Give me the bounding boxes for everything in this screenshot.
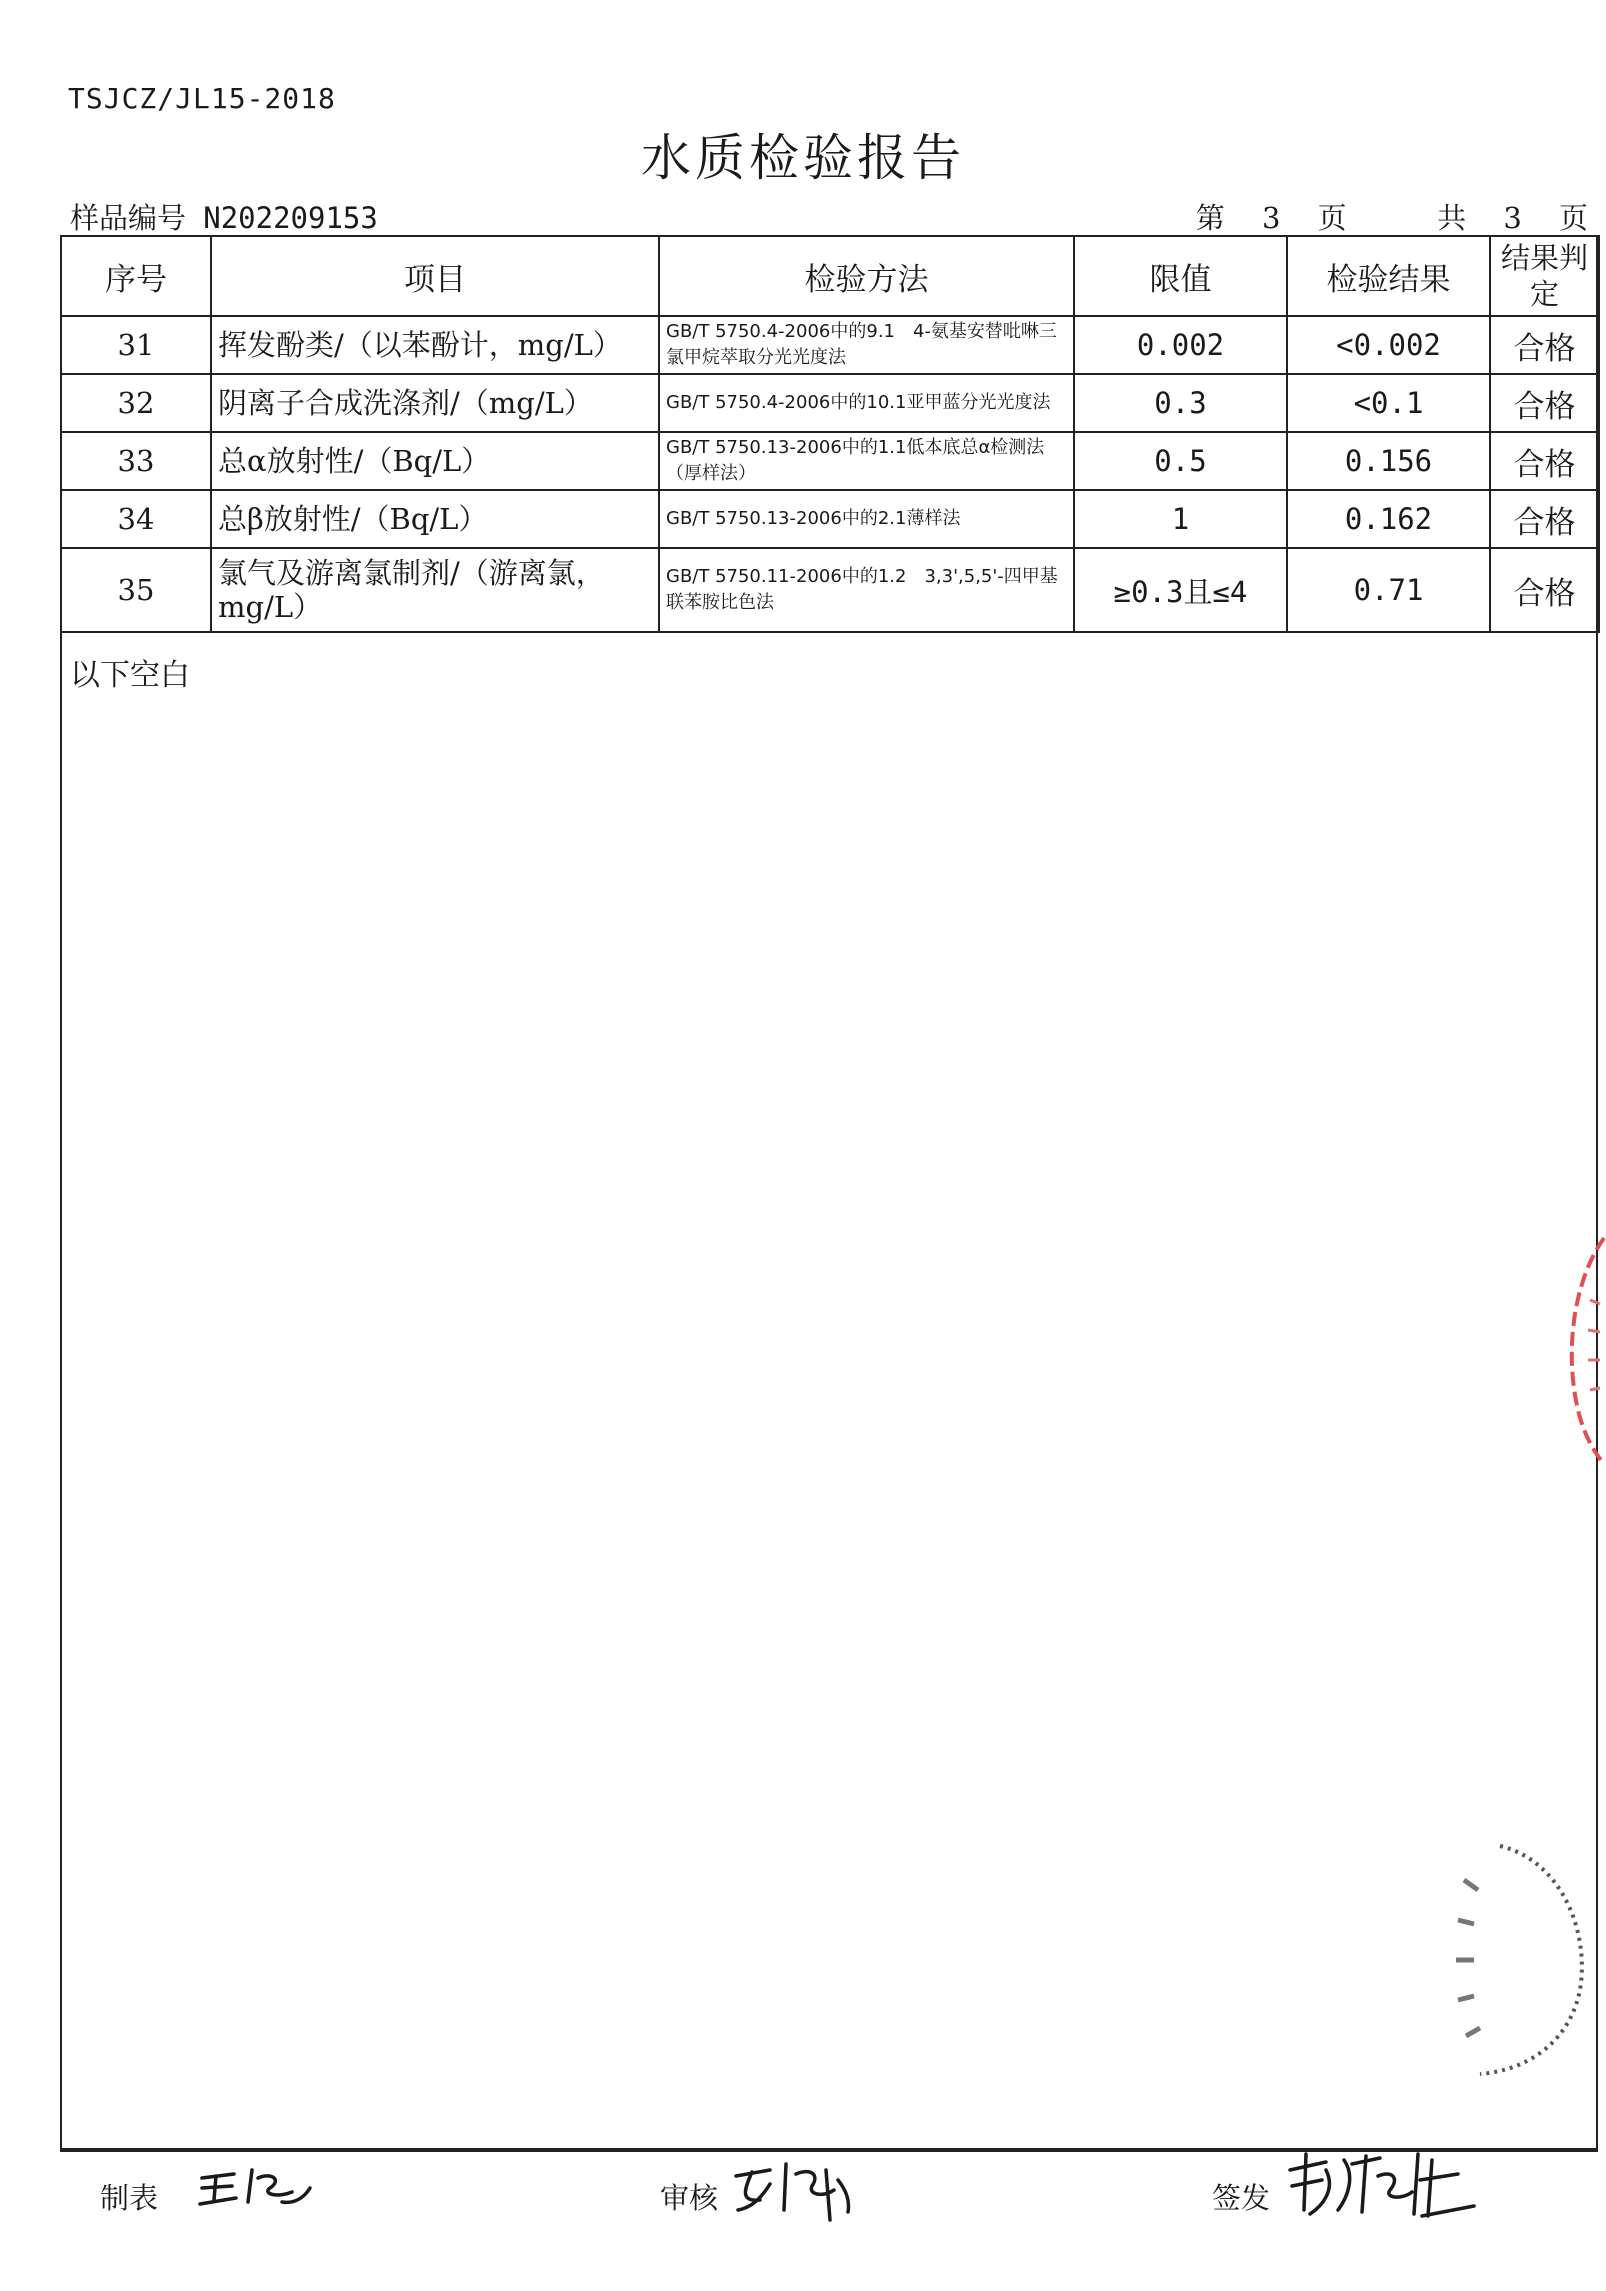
row-verdict: 合格 [1490, 374, 1599, 432]
row-verdict: 合格 [1490, 548, 1599, 632]
row-item: 阴离子合成洗涤剂/（mg/L） [211, 374, 659, 432]
row-no: 32 [61, 374, 211, 432]
col-header-method: 检验方法 [659, 236, 1074, 316]
row-limit: 1 [1074, 490, 1287, 548]
page-label-post: 页 [1558, 201, 1602, 235]
page-label-pre: 第 [1195, 201, 1239, 235]
table-row [61, 374, 1599, 432]
row-verdict: 合格 [1490, 316, 1599, 374]
row-result: <0.002 [1287, 316, 1490, 374]
row-method: GB/T 5750.4-2006中的10.1亚甲蓝分光光度法 [659, 374, 1074, 432]
row-verdict: 合格 [1490, 432, 1599, 490]
row-verdict: 合格 [1490, 490, 1599, 548]
page-total: 3 [1503, 201, 1536, 235]
page-current: 3 [1261, 201, 1295, 235]
table-row [61, 432, 1599, 490]
row-item: 氯气及游离氯制剂/（游离氯，mg/L） [211, 548, 659, 632]
row-method: GB/T 5750.13-2006中的1.1低本底总α检测法（厚样法） [659, 432, 1074, 490]
made-by-label: 制表 [100, 2181, 159, 2215]
red-seal-stamp [1560, 1230, 1606, 1470]
row-result: <0.1 [1287, 374, 1490, 432]
page-indicator [1196, 196, 1602, 237]
row-item: 总α放射性/（Bq/L） [211, 432, 659, 490]
reviewed-by-signature [730, 2150, 860, 2230]
sample-number-label: 样品编号 [70, 201, 187, 235]
table-header-row [61, 236, 1599, 316]
row-result: 0.71 [1287, 548, 1490, 632]
table-row [61, 316, 1599, 374]
row-limit: 0.3 [1074, 374, 1287, 432]
col-header-verdict: 结果判定 [1490, 236, 1599, 316]
issued-by-label: 签发 [1212, 2181, 1271, 2215]
sample-number [70, 196, 378, 237]
row-limit: 0.5 [1074, 432, 1287, 490]
gray-seal-stamp [1440, 1840, 1590, 2080]
row-method: GB/T 5750.11-2006中的1.2 3,3',5,5'-四甲基联苯胺比色法 [659, 548, 1074, 632]
row-no: 33 [61, 432, 211, 490]
reviewed-by-label: 审核 [660, 2181, 719, 2215]
row-no: 31 [61, 316, 211, 374]
row-no: 34 [61, 490, 211, 548]
row-method: GB/T 5750.4-2006中的9.1 4-氨基安替吡啉三氯甲烷萃取分光光度法 [659, 316, 1074, 374]
row-item: 总β放射性/（Bq/L） [211, 490, 659, 548]
row-limit: ≥0.3且≤4 [1074, 548, 1287, 632]
col-header-item: 项目 [211, 236, 659, 316]
row-method: GB/T 5750.13-2006中的2.1薄样法 [659, 490, 1074, 548]
row-item: 挥发酚类/（以苯酚计，mg/L） [211, 316, 659, 374]
table-row [61, 548, 1599, 632]
issued-by-signature [1282, 2140, 1482, 2230]
row-limit: 0.002 [1074, 316, 1287, 374]
made-by-signature [196, 2158, 316, 2218]
table-row [61, 490, 1599, 548]
results-table [60, 235, 1600, 633]
sample-number-value: N202209153 [203, 201, 378, 235]
report-title: 水质检验报告 [641, 129, 965, 187]
col-header-limit: 限值 [1074, 236, 1287, 316]
row-result: 0.156 [1287, 432, 1490, 490]
page-total-pre: 共 [1437, 201, 1481, 235]
row-result: 0.162 [1287, 490, 1490, 548]
page-label-mid: 页 [1317, 201, 1361, 235]
col-header-no: 序号 [61, 236, 211, 316]
blank-below-note: 以下空白 [70, 658, 190, 693]
col-header-result: 检验结果 [1287, 236, 1490, 316]
row-no: 35 [61, 548, 211, 632]
document-code: TSJCZ/JL15-2018 [68, 82, 336, 115]
